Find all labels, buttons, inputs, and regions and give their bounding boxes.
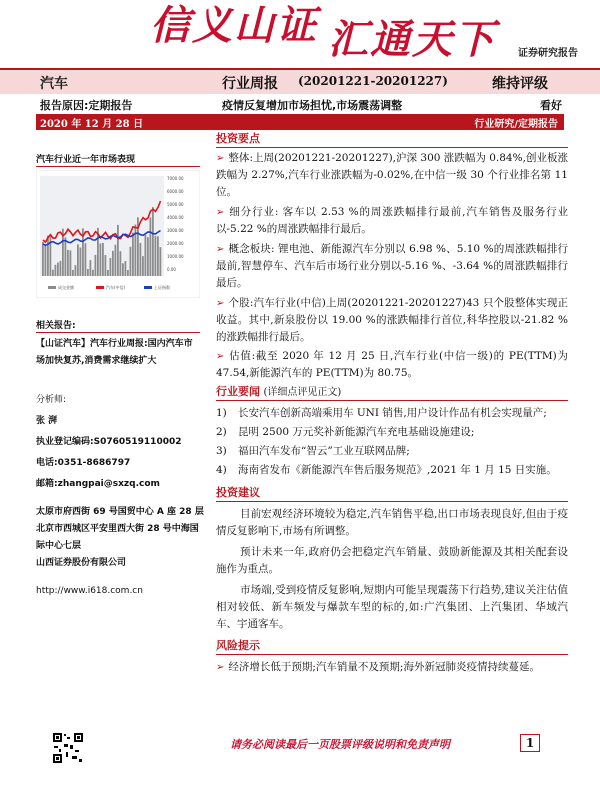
volume-bar — [100, 243, 102, 276]
market-chart-svg — [36, 170, 200, 298]
volume-bar — [132, 233, 134, 276]
subtitle-row — [0, 94, 600, 116]
divider — [36, 166, 200, 167]
volume-bar — [85, 243, 87, 276]
cert-code: 执业登记编码:S0760519110002 — [36, 437, 182, 447]
news-item — [216, 442, 568, 461]
view: 看好 — [540, 99, 562, 112]
address-2: 北京市西城区平安里西大街 28 号中海国际中心七层 — [36, 524, 199, 551]
legend-swatch — [144, 286, 152, 289]
brand-left: 信义山证 — [150, 2, 318, 49]
legend-swatch — [96, 286, 104, 289]
volume-bar — [127, 270, 129, 276]
header-banner — [0, 0, 600, 68]
volume-bar — [92, 270, 94, 276]
analyst-info — [36, 390, 182, 495]
legend-label: 汽车(中信) — [106, 285, 126, 290]
y-tick-label: 7000.00 — [167, 176, 184, 181]
headline: 疫情反复增加市场担忧,市场震荡调整 — [222, 99, 403, 112]
news-note: (详细点评见正文) — [263, 387, 342, 398]
volume-bar — [72, 270, 74, 276]
advice-2: 预计未来一年,政府仍会把稳定汽车销量、鼓励新能源及其相关配套设施作为重点。 — [216, 546, 568, 575]
legend-label: 成交金额 — [58, 285, 74, 290]
y-tick-label: 3000.00 — [167, 228, 184, 233]
volume-bar — [125, 261, 127, 276]
brand-right: 汇通天下 — [328, 16, 496, 63]
volume-bar — [65, 237, 67, 276]
y-tick-label: 6000.00 — [167, 189, 184, 194]
rating: 维持评级 — [492, 76, 548, 92]
news-item-number: 4) — [216, 464, 227, 476]
news-header — [216, 383, 568, 399]
advice-title: 投资建议 — [216, 486, 260, 499]
legend-label: 上证指数 — [154, 285, 170, 290]
report-date: 2020 年 12 月 28 日 — [40, 119, 144, 130]
volume-bar — [52, 270, 54, 276]
date-bar — [36, 114, 564, 130]
analyst-label: 分析师: — [36, 395, 67, 405]
divider — [216, 147, 568, 148]
news-item-text: 长安汽车创新高端乘用车 UNI 销售,用户设计作品有机会实现量产; — [238, 407, 547, 419]
analyst-name: 张 湃 — [36, 416, 58, 426]
risk-1: ➢ 经济增长低于预期;汽车销量不及预期;海外新冠肺炎疫情持续蔓延。 — [216, 661, 540, 673]
y-tick-label: 1000.00 — [167, 254, 184, 259]
volume-bar — [115, 245, 117, 276]
volume-bar — [60, 261, 62, 276]
related-title: 相关报告: — [36, 321, 76, 331]
advice-3: 市场端,受到疫情反复影响,短期内可能呈现震荡下行趋势,建议关注估值相对较低、新车频发与爆款车型的标的,如:广汽集团、上汽集团、华域汽车、宇通客车。 — [216, 584, 568, 630]
volume-bar — [67, 250, 69, 276]
news-item — [216, 423, 568, 442]
volume-bar — [140, 243, 142, 276]
volume-bar — [105, 255, 107, 276]
volume-bar — [117, 225, 119, 276]
volume-bar — [77, 244, 79, 276]
market-chart — [36, 170, 200, 298]
volume-bar — [152, 207, 154, 276]
news-item-number: 1) — [216, 407, 227, 419]
company-url[interactable]: http://www.i618.com.cn — [36, 586, 143, 596]
volume-bar — [102, 243, 104, 276]
y-tick-label: 2000.00 — [167, 241, 184, 246]
volume-bar — [57, 263, 59, 276]
report-kind: 行业周报 — [222, 76, 278, 92]
main-content — [216, 130, 568, 676]
volume-bar — [112, 251, 114, 276]
report-category: 行业研究/定期报告 — [474, 119, 558, 130]
news-title: 行业要闻 — [216, 385, 260, 398]
news-item-text: 海南省发布《新能源汽车售后服务规范》,2021 年 1 月 15 日实施。 — [238, 464, 557, 476]
disclaimer: 请务必阅读最后一页股票评级说明和免责声明 — [230, 738, 450, 751]
volume-bar — [55, 265, 57, 276]
divider — [216, 501, 568, 502]
company-name: 山西证券股份有限公司 — [36, 558, 127, 568]
report-type: 证券研究报告 — [518, 48, 578, 59]
volume-bar — [122, 263, 124, 276]
volume-bar — [110, 258, 112, 276]
volume-bar — [145, 235, 147, 276]
y-tick-label: 4000.00 — [167, 215, 184, 220]
volume-bar — [155, 236, 157, 276]
email: 邮箱:zhangpai@sxzq.com — [36, 479, 160, 489]
volume-bar — [70, 250, 72, 276]
sector-name: 汽车 — [40, 76, 68, 92]
news-list — [216, 404, 568, 480]
news-item — [216, 404, 568, 423]
related-report: 【山证汽车】汽车行业周报:国内汽车市场加快复苏,消费需求继续扩大 — [36, 339, 193, 366]
address-block — [36, 504, 206, 572]
volume-bar — [160, 247, 162, 276]
volume-bar — [75, 265, 77, 276]
point-valuation: ➢ 估值:截至 2020 年 12 月 25 日,汽车行业(中信一级)的 PE(TTM)为 47.54,新能源汽车的 PE(TTM)为 80.75。 — [216, 350, 568, 379]
advice-1: 目前宏观经济环境较为稳定,汽车销售平稳,出口市场表现良好,但由于疫情反复影响下,市场有所调整。 — [216, 508, 568, 537]
point-stocks: ➢ 个股:汽车行业(中信)上周(20201221-20201227)43 只个股整体实现正收益。其中,新泉股份以 19.00 %的涨跌幅排行首位,科华控股以-21.82 %的涨跌幅排行最后。 — [216, 297, 568, 343]
y-tick-label: 0.00 — [167, 267, 176, 272]
qr-code-icon — [52, 732, 84, 764]
report-reason: 报告原因:定期报告 — [40, 99, 133, 112]
news-item — [216, 461, 568, 480]
volume-bar — [47, 236, 49, 276]
volume-bar — [147, 237, 149, 276]
point-overall: ➢ 整体:上周(20201221-20201227),沪深 300 涨跌幅为 0.84%,创业板涨跌幅为 2.27%,汽车行业涨跌幅为-0.02%,在中信一级 30 个行业排名第 11 位。 — [216, 152, 568, 198]
point-subsector: ➢ 细分行业: 客车以 2.53 %的周涨跌幅排行最前,汽车销售及服务行业以-5.22 %的周涨跌幅排行最后。 — [216, 206, 568, 235]
point-concept: ➢ 概念板块: 锂电池、新能源汽车分别以 6.98 %、5.10 %的周涨跌幅排行最前,智慧停车、汽车后市场行业分别以-5.16 %、-3.64 %的周涨跌幅排行最后。 — [216, 243, 568, 289]
divider — [36, 332, 200, 333]
news-item-text: 昆明 2500 万元奖补新能源汽车充电基础设施建设; — [238, 426, 475, 438]
points-title: 投资要点 — [216, 132, 260, 145]
volume-bar — [42, 242, 44, 276]
chart-title: 汽车行业近一年市场表现 — [36, 155, 136, 165]
footer — [0, 730, 600, 770]
y-tick-label: 5000.00 — [167, 202, 184, 207]
volume-bar — [107, 270, 109, 276]
risk-title: 风险提示 — [216, 639, 260, 652]
date-range: (20201221-20201227) — [298, 74, 448, 88]
volume-bar — [120, 251, 122, 276]
volume-bar — [130, 247, 132, 276]
news-item-text: 福田汽车发布“智云”工业互联网品牌; — [238, 445, 410, 457]
volume-bar — [150, 217, 152, 276]
news-item-number: 2) — [216, 426, 227, 438]
news-item-number: 3) — [216, 445, 227, 457]
address-1: 太原市府西街 69 号国贸中心 A 座 28 层 — [36, 507, 204, 517]
legend-swatch — [48, 286, 56, 289]
volume-bar — [90, 260, 92, 276]
volume-bar — [80, 248, 82, 277]
divider — [216, 654, 568, 655]
volume-bar — [157, 236, 159, 276]
divider — [216, 400, 568, 401]
volume-bar — [87, 269, 89, 276]
volume-bar — [142, 256, 144, 276]
title-bar — [0, 68, 600, 94]
phone: 电话:0351-8686797 — [36, 458, 131, 468]
page-number: 1 — [520, 734, 540, 752]
volume-bar — [95, 255, 97, 276]
volume-bar — [135, 225, 137, 277]
volume-bar — [45, 245, 47, 276]
